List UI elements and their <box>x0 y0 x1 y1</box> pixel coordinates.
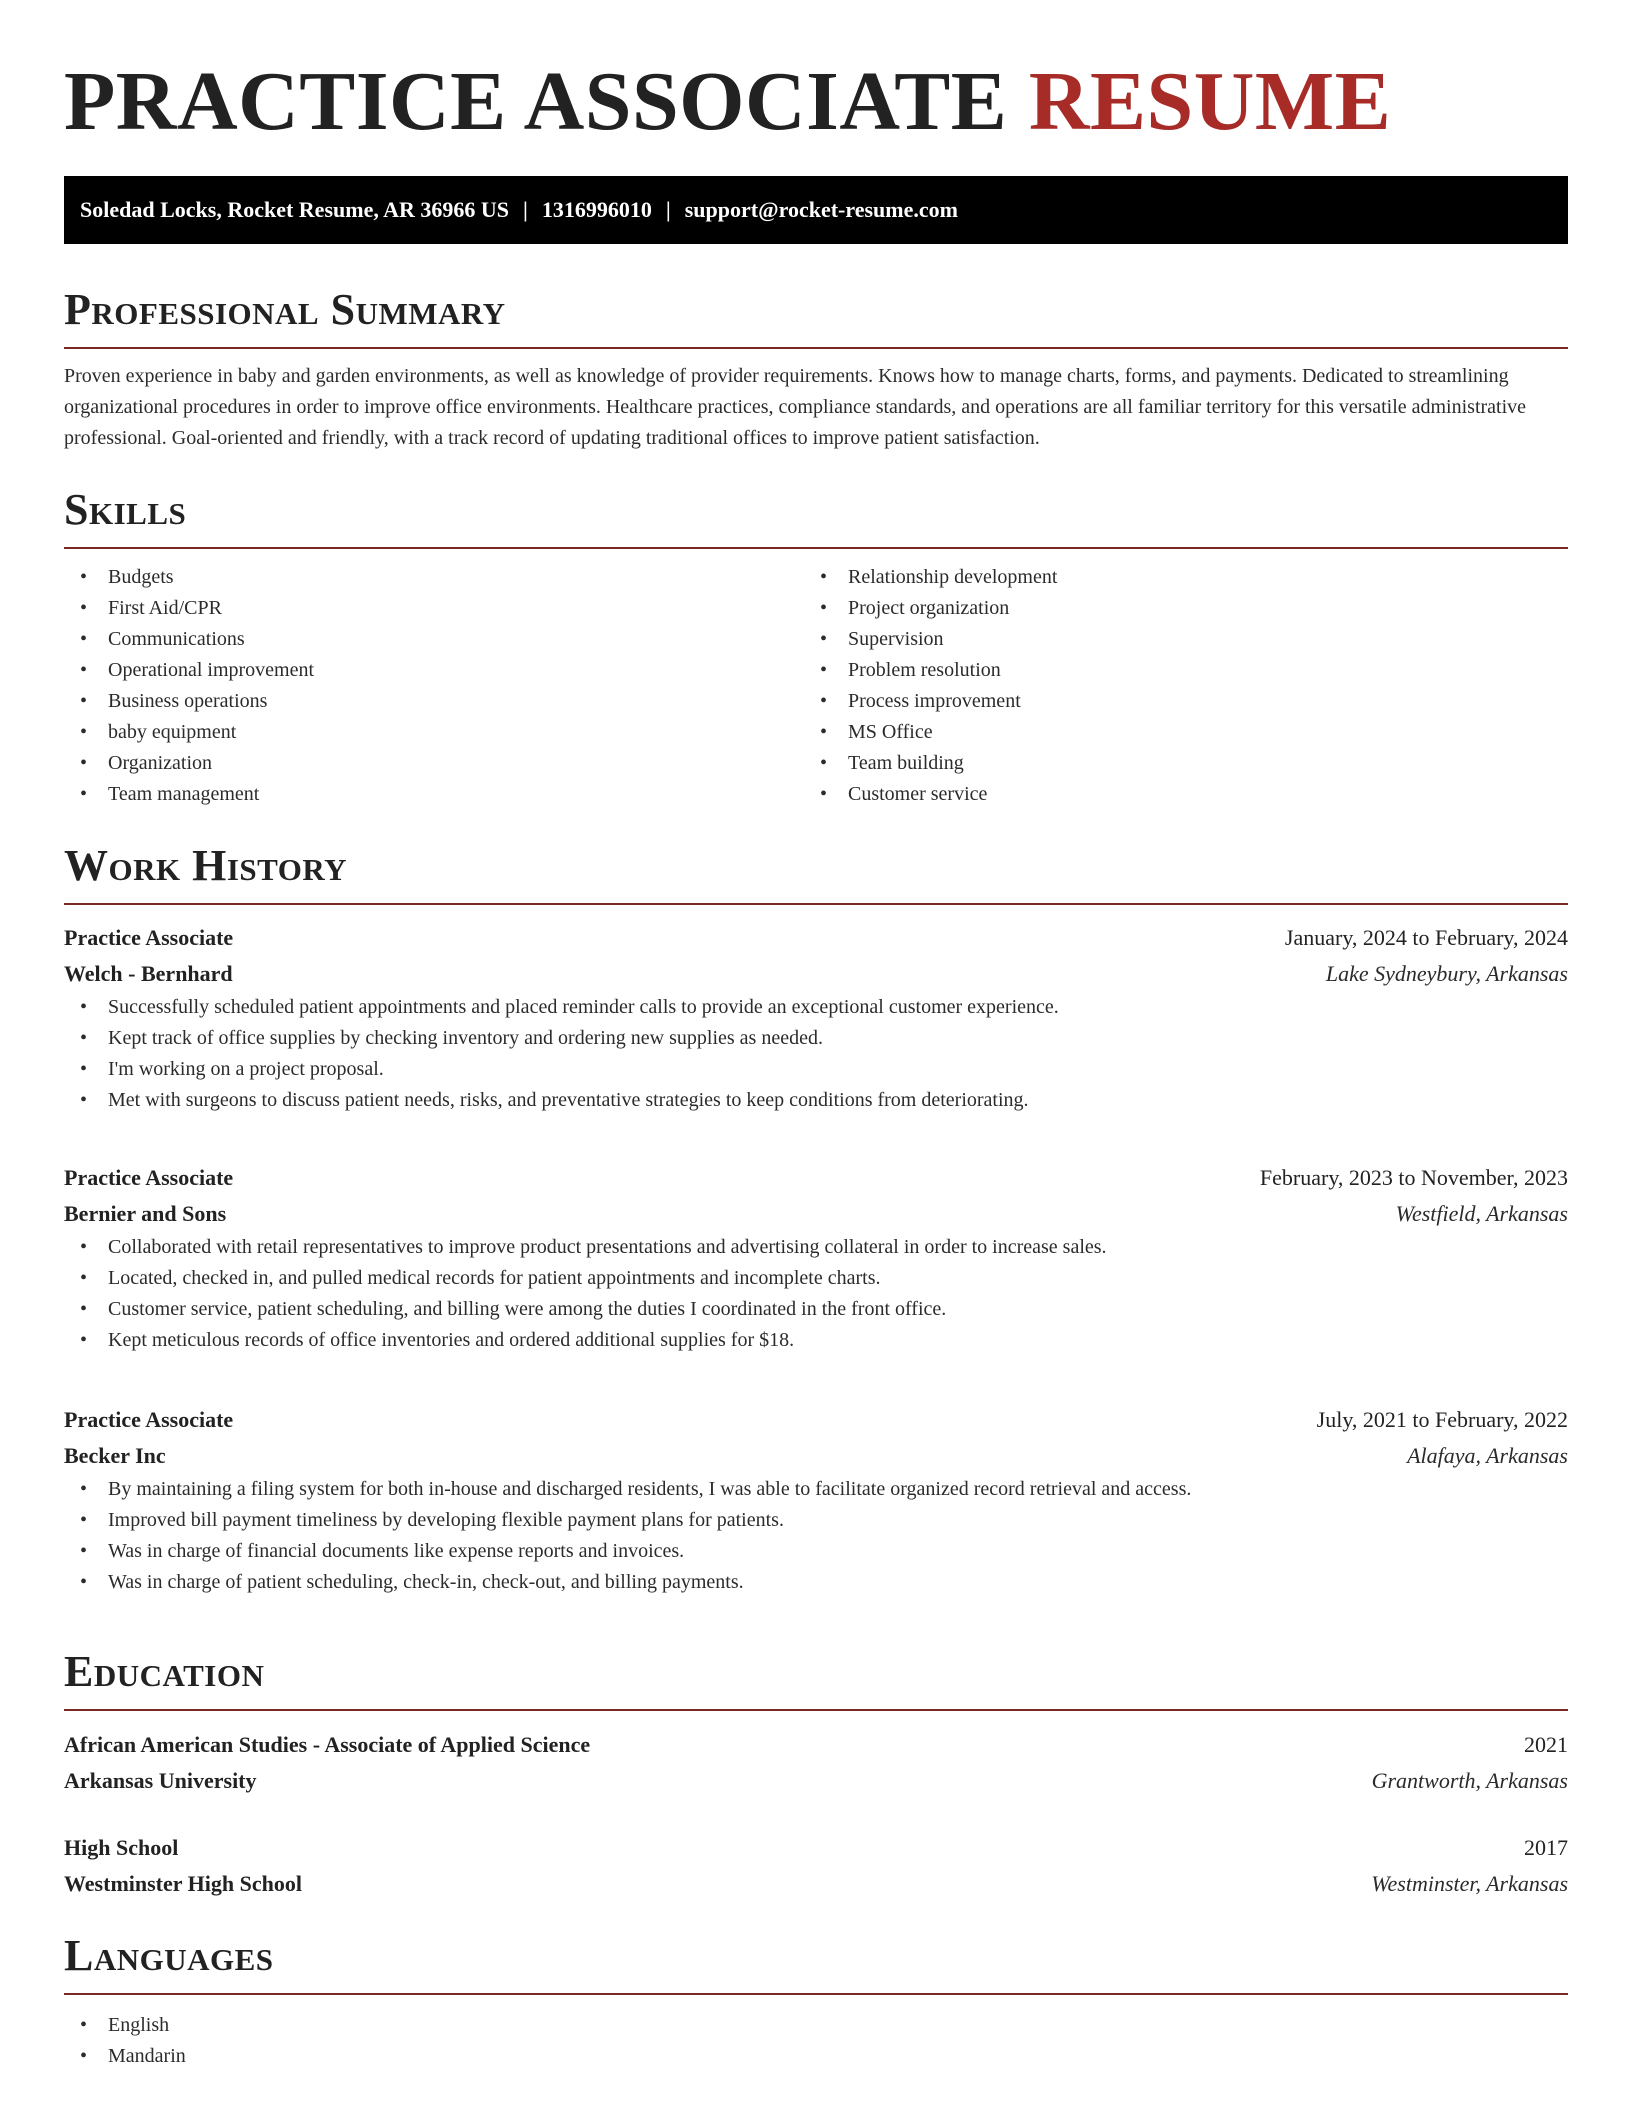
education-degree-row <box>64 1727 1568 1763</box>
education-school: Westminster High School <box>64 1871 302 1896</box>
skill-item: • Budgets <box>64 562 804 593</box>
education-year: 2021 <box>1524 1732 1568 1757</box>
skill-item: • Organization <box>64 748 804 779</box>
job-title-row <box>64 920 1568 956</box>
education-school-row <box>64 1763 1568 1799</box>
skill-item: • MS Office <box>804 717 1544 748</box>
work-heading: Work History <box>64 841 348 890</box>
skill-item: • Business operations <box>64 686 804 717</box>
job-bullet: • Located, checked in, and pulled medical records for patient appointments and incomplete charts. <box>64 1263 1568 1294</box>
job-bullet: • Collaborated with retail representatives to improve product presentations and advertising collateral in order to increase sales. <box>64 1232 1568 1263</box>
education-location: Grantworth, Arkansas <box>1371 1768 1568 1793</box>
job-entry <box>64 1402 1568 1598</box>
job-company: Bernier and Sons <box>64 1201 227 1226</box>
skills-list-right <box>804 562 1544 810</box>
job-company: Welch - Bernhard <box>64 961 233 986</box>
section-divider <box>64 547 1568 549</box>
job-dates: February, 2023 to November, 2023 <box>1259 1165 1568 1190</box>
skill-item: • Team management <box>64 779 804 810</box>
job-company-row <box>64 1196 1568 1232</box>
languages-section <box>64 1930 1568 2072</box>
job-title: Practice Associate <box>64 1165 234 1190</box>
skill-item: • Operational improvement <box>64 655 804 686</box>
job-bullet: • Improved bill payment timeliness by developing flexible payment plans for patients. <box>64 1505 1568 1536</box>
resume-title <box>64 52 1391 152</box>
education-school-row <box>64 1866 1568 1902</box>
language-item: • Mandarin <box>64 2041 1568 2072</box>
skills-columns <box>64 562 1568 810</box>
languages-list <box>64 2010 1568 2072</box>
job-bullet: • By maintaining a filing system for both in-house and discharged residents, I was able to facilitate organized record retrieval and access. <box>64 1474 1568 1505</box>
education-degree-row <box>64 1830 1568 1866</box>
skill-item: • Supervision <box>804 624 1544 655</box>
skill-item: • Communications <box>64 624 804 655</box>
education-degree: African American Studies - Associate of Applied Science <box>64 1732 591 1757</box>
job-bullet: • Was in charge of financial documents like expense reports and invoices. <box>64 1536 1568 1567</box>
skill-item: • Team building <box>804 748 1544 779</box>
education-heading: Education <box>64 1647 265 1696</box>
job-bullets <box>64 1232 1568 1356</box>
job-entry <box>64 920 1568 1116</box>
education-section <box>64 1646 1568 1711</box>
skill-item: • Problem resolution <box>804 655 1544 686</box>
section-divider <box>64 1993 1568 1995</box>
job-entry <box>64 1160 1568 1356</box>
work-section <box>64 840 1568 905</box>
section-divider <box>64 1709 1568 1711</box>
section-divider <box>64 347 1568 349</box>
job-location: Westfield, Arkansas <box>1395 1201 1568 1226</box>
job-bullet: • Met with surgeons to discuss patient needs, risks, and preventative strategies to keep conditions from deteriorating. <box>64 1085 1568 1116</box>
contact-phone: 1316996010 <box>541 197 652 222</box>
section-divider <box>64 903 1568 905</box>
job-title-row <box>64 1402 1568 1438</box>
skills-section <box>64 484 1568 810</box>
resume-title-main: PRACTICE ASSOCIATE <box>64 55 1008 148</box>
contact-separator: | <box>523 197 528 222</box>
education-year: 2017 <box>1524 1835 1568 1860</box>
job-bullets <box>64 992 1568 1116</box>
job-bullet: • Successfully scheduled patient appointments and placed reminder calls to provide an exceptional customer experience. <box>64 992 1568 1023</box>
skill-item: • Relationship development <box>804 562 1544 593</box>
skill-item: • First Aid/CPR <box>64 593 804 624</box>
job-dates: January, 2024 to February, 2024 <box>1284 925 1568 950</box>
contact-address: Soledad Locks, Rocket Resume, AR 36966 US <box>80 197 510 222</box>
job-bullet: • Customer service, patient scheduling, and billing were among the duties I coordinated in the front office. <box>64 1294 1568 1325</box>
job-dates: July, 2021 to February, 2022 <box>1316 1407 1568 1432</box>
job-bullet: • Kept meticulous records of office inventories and ordered additional supplies for $18. <box>64 1325 1568 1356</box>
education-degree: High School <box>64 1835 179 1860</box>
education-location: Westminster, Arkansas <box>1371 1871 1568 1896</box>
job-location: Alafaya, Arkansas <box>1407 1443 1568 1468</box>
job-company: Becker Inc <box>64 1443 166 1468</box>
skill-item: • Project organization <box>804 593 1544 624</box>
resume-title-accent: RESUME <box>1028 55 1392 148</box>
contact-bar <box>64 176 1568 244</box>
job-bullet: • Was in charge of patient scheduling, check-in, check-out, and billing payments. <box>64 1567 1568 1598</box>
summary-text: Proven experience in baby and garden environments, as well as knowledge of provider requirements. Knows how to manage charts, forms, and payments. Dedicated to streamlining organizational procedures in order to improve office environments. Healthcare practices, compliance standards, and operations are all familiar territory for this versatile administrative professional. Goal-oriented and friendly, with a track record of updating traditional offices to improve patient satisfaction. <box>64 365 1527 449</box>
skill-item: • baby equipment <box>64 717 804 748</box>
job-title: Practice Associate <box>64 925 234 950</box>
job-bullet: • I'm working on a project proposal. <box>64 1054 1568 1085</box>
contact-email: support@rocket-resume.com <box>684 197 958 222</box>
summary-section <box>64 284 1568 454</box>
job-title: Practice Associate <box>64 1407 234 1432</box>
languages-heading: Languages <box>64 1931 274 1980</box>
education-entry <box>64 1727 1568 1799</box>
job-company-row <box>64 956 1568 992</box>
skills-heading: Skills <box>64 485 187 534</box>
skill-item: • Process improvement <box>804 686 1544 717</box>
job-title-row <box>64 1160 1568 1196</box>
job-bullet: • Kept track of office supplies by checking inventory and ordering new supplies as needed. <box>64 1023 1568 1054</box>
job-company-row <box>64 1438 1568 1474</box>
language-item: • English <box>64 2010 1568 2041</box>
job-bullets <box>64 1474 1568 1598</box>
education-school: Arkansas University <box>64 1768 257 1793</box>
skills-list-left <box>64 562 804 810</box>
job-location: Lake Sydneybury, Arkansas <box>1325 961 1568 986</box>
education-entry <box>64 1830 1568 1902</box>
summary-heading: Professional Summary <box>64 285 506 334</box>
contact-separator: | <box>665 197 671 222</box>
skill-item: • Customer service <box>804 779 1544 810</box>
